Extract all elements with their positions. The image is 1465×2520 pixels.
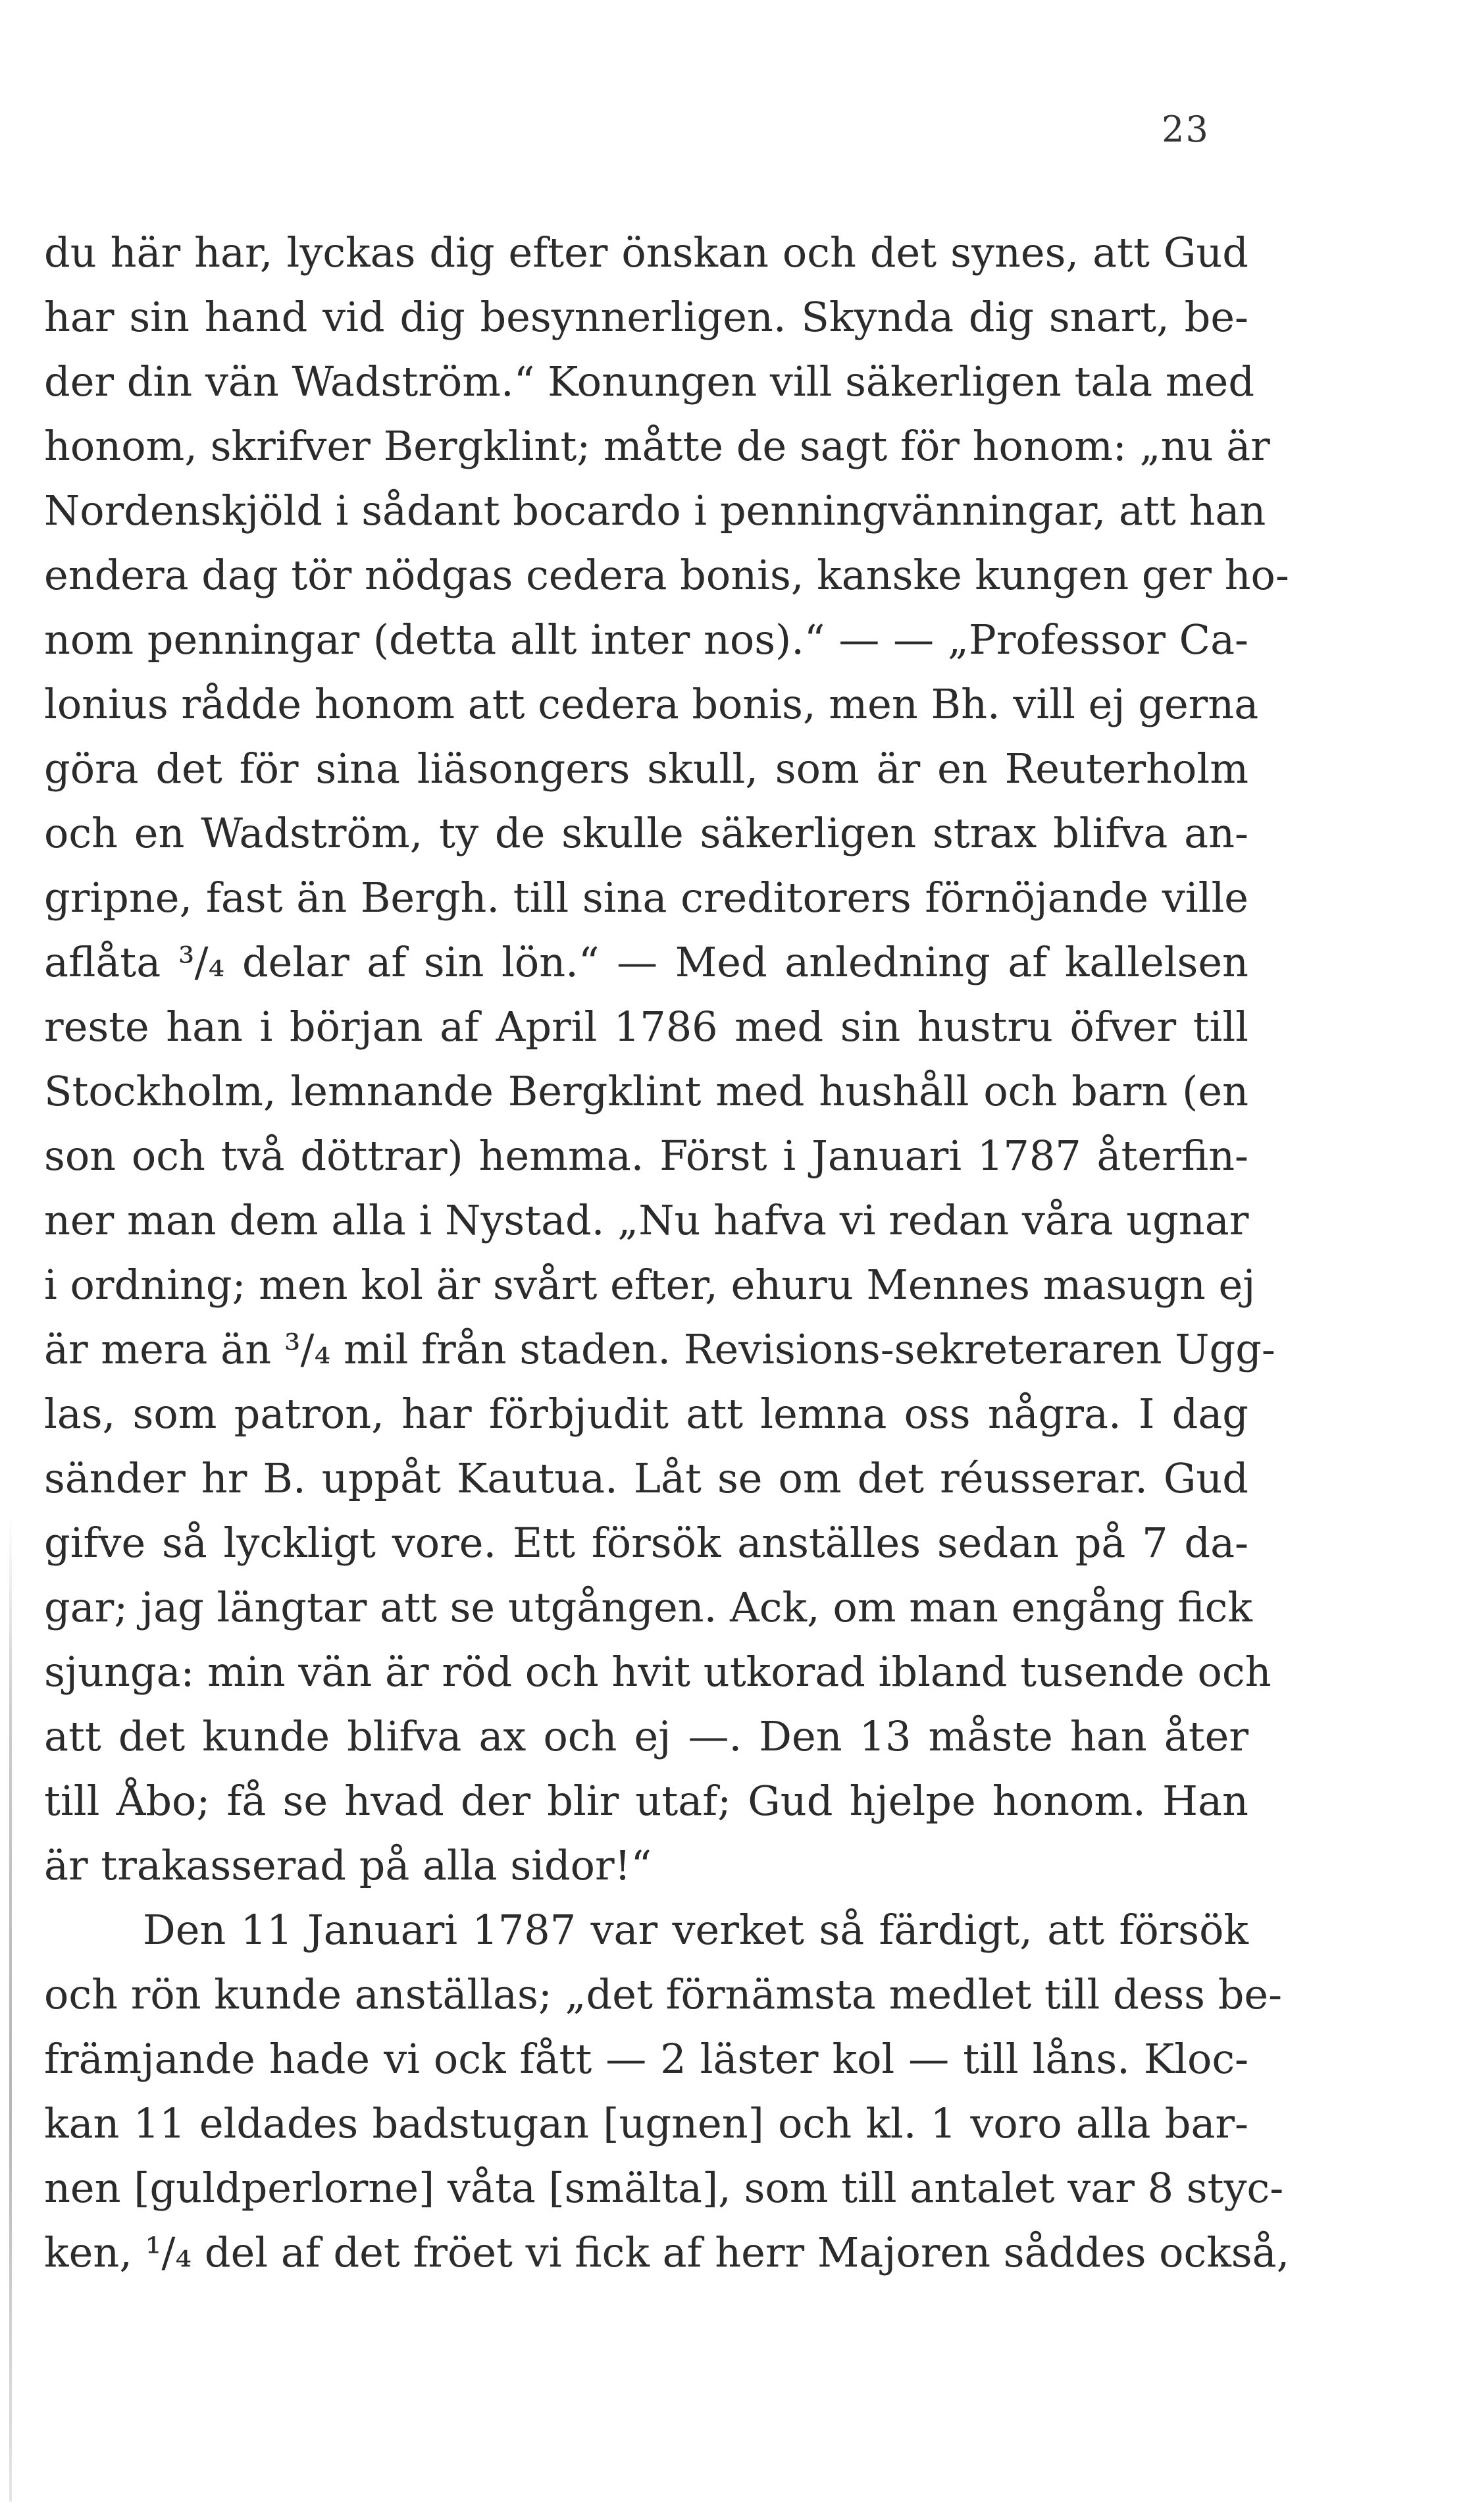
text-line: du här har, lyckas dig efter önskan och det synes, att Gud [44, 228, 1248, 276]
text-line: sänder hr B. uppåt Kautua. Låt se om det réusserar. Gud [44, 1454, 1248, 1502]
text-line: ken, ¹/₄ del af det fröet vi fick af herr Majoren såddes också, [44, 2228, 1290, 2276]
text-line: Nordenskjöld i sådant bocardo i penningvänningar, att han [44, 486, 1266, 535]
paragraph-end-line: är trakasserad på alla sidor!“ [44, 1841, 652, 1889]
text-line: i ordning; men kol är svårt efter, ehuru Mennes masugn ej [44, 1261, 1256, 1309]
text-line: nen [guldperlorne] våta [smälta], som till antalet var 8 styc- [44, 2164, 1284, 2212]
text-line: att det kunde blifva ax och ej —. Den 13 måste han åter [44, 1712, 1248, 1760]
text-line: till Åbo; få se hvad der blir utaf; Gud hjelpe honom. Han [44, 1777, 1248, 1825]
text-line: reste han i början af April 1786 med sin hustru öfver till [44, 1003, 1248, 1051]
text-line: och en Wadström, ty de skulle säkerligen strax blifva an- [44, 809, 1248, 857]
text-line: ner man dem alla i Nystad. „Nu hafva vi redan våra ugnar [44, 1196, 1249, 1244]
text-line: son och två döttrar) hemma. Först i Januari 1787 återfin- [44, 1132, 1248, 1180]
text-line: gripne, fast än Bergh. till sina creditorers förnöjande ville [44, 874, 1248, 922]
text-line: gar; jag längtar att se utgången. Ack, om man engång fick [44, 1583, 1252, 1631]
text-line: har sin hand vid dig besynnerligen. Skynda dig snart, be- [44, 293, 1248, 341]
text-line: och rön kunde anställas; „det förnämsta medlet till dess be- [44, 1970, 1283, 2018]
text-line: endera dag tör nödgas cedera bonis, kanske kungen ger ho- [44, 551, 1289, 599]
text-line: las, som patron, har förbjudit att lemna oss några. I dag [44, 1390, 1248, 1438]
text-line: honom, skrifver Bergklint; måtte de sagt för honom: „nu är [44, 422, 1270, 470]
text-line: gifve så lyckligt vore. Ett försök anställes sedan på 7 da- [44, 1519, 1248, 1567]
text-line: lonius rådde honom att cedera bonis, men Bh. vill ej gerna [44, 680, 1259, 728]
text-line: kan 11 eldades badstugan [ugnen] och kl. 1 voro alla bar- [44, 2099, 1248, 2147]
binding-edge-shadow [9, 1514, 12, 2502]
text-line: der din vän Wadström.“ Konungen vill säkerligen tala med [44, 357, 1255, 406]
text-line: främjande hade vi ock fått — 2 läster kol — till låns. Kloc- [44, 2035, 1248, 2083]
text-line: aflåta ³/₄ delar af sin lön.“ — Med anledning af kallelsen [44, 938, 1248, 986]
text-line: sjunga: min vän är röd och hvit utkorad ibland tusende och [44, 1648, 1272, 1696]
text-line: är mera än ³/₄ mil från staden. Revisions-sekreteraren Ugg- [44, 1325, 1275, 1373]
page-number: 23 [1161, 109, 1210, 150]
text-line: nom penningar (detta allt inter nos).“ — — „Professor Ca- [44, 616, 1248, 664]
text-line: göra det för sina liäsongers skull, som är en Reuterholm [44, 745, 1248, 793]
body-text [44, 225, 1290, 2290]
text-line: Stockholm, lemnande Bergklint med hushåll och barn (en [44, 1067, 1248, 1115]
paragraph-start-line: Den 11 Januari 1787 var verket så färdigt, att försök [143, 1906, 1248, 1954]
